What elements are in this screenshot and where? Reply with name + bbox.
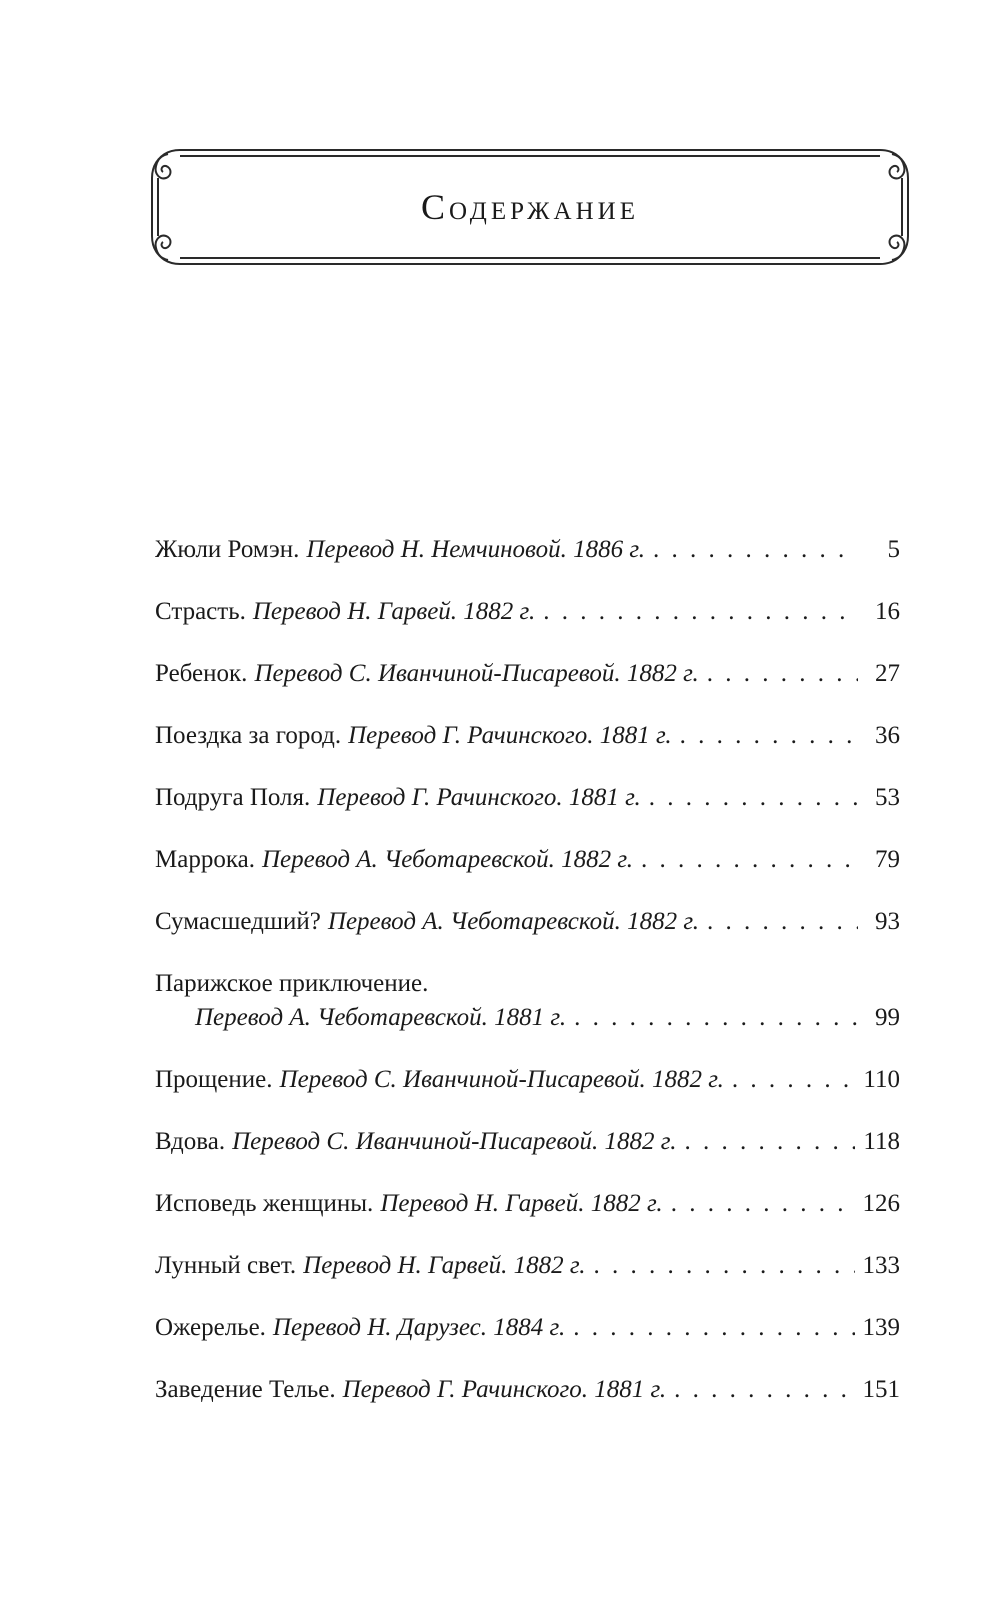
entry-page-number: 93 [875, 908, 900, 935]
entry-title: Маррока. [155, 846, 255, 873]
entry-subtitle: Перевод Н. Гарвей. 1882 г. [380, 1190, 663, 1217]
entry-subtitle: Перевод Г. Рачинского. 1881 г. [348, 722, 672, 749]
dot-leader [594, 1249, 855, 1283]
entry-title: Вдова. [155, 1128, 226, 1155]
toc-entry[interactable] [155, 1187, 900, 1221]
dot-leader [707, 905, 858, 939]
dot-leader [649, 781, 858, 815]
entry-title: Подруга Поля. [155, 784, 311, 811]
entry-subtitle: Перевод С. Иванчиной-Писаревой. 1882 г. [279, 1066, 724, 1093]
entry-title: Заведение Телье. [155, 1376, 336, 1403]
entry-page-number: 99 [875, 1004, 900, 1031]
entry-title: Жюли Ромэн. [155, 536, 300, 563]
toc-entry[interactable] [155, 719, 900, 753]
toc-entry[interactable] [155, 1311, 900, 1345]
dot-leader [573, 1311, 854, 1345]
entry-title: Сумасшедший? [155, 908, 321, 935]
entry-page-number: 16 [875, 598, 900, 625]
entry-page-number: 126 [862, 1190, 900, 1217]
entry-title: Поездка за город. [155, 722, 342, 749]
entry-subtitle: Перевод А. Чеботаревской. 1882 г. [261, 846, 634, 873]
toc-entry[interactable] [155, 967, 900, 1035]
dot-leader [680, 719, 858, 753]
entry-subtitle: Перевод Г. Рачинского. 1881 г. [317, 784, 641, 811]
entry-title: Исповедь женщины. [155, 1190, 374, 1217]
dot-leader [707, 657, 858, 691]
entry-title: Парижское приключение. [155, 970, 429, 997]
dot-leader [732, 1063, 856, 1097]
entry-title: Страсть. [155, 598, 246, 625]
toc-entry[interactable] [155, 533, 900, 567]
dot-leader [543, 595, 858, 629]
dot-leader [574, 1001, 858, 1035]
entry-page-number: 139 [862, 1314, 900, 1341]
entry-page-number: 151 [862, 1376, 900, 1403]
entry-subtitle: Перевод А. Чеботаревской. 1881 г. [195, 1004, 567, 1031]
entry-page-number: 118 [863, 1128, 900, 1155]
toc-entry[interactable] [155, 657, 900, 691]
entry-subtitle: Перевод С. Иванчиной-Писаревой. 1882 г. [254, 660, 699, 687]
toc-entry[interactable] [155, 843, 900, 877]
toc-entry[interactable] [155, 1373, 900, 1407]
title-frame [150, 148, 910, 266]
dot-leader [674, 1373, 854, 1407]
entry-subtitle: Перевод Г. Рачинского. 1881 г. [342, 1376, 667, 1403]
entry-subtitle: Перевод С. Иванчиной-Писаревой. 1882 г. [232, 1128, 677, 1155]
toc-entry[interactable] [155, 1063, 900, 1097]
entry-title: Ребенок. [155, 660, 248, 687]
dot-leader [671, 1187, 855, 1221]
entry-title: Ожерелье. [155, 1314, 266, 1341]
entry-page-number: 27 [875, 660, 900, 687]
entry-subtitle: Перевод Н. Гарвей. 1882 г. [303, 1252, 586, 1279]
entry-subtitle: Перевод Н. Дарузес. 1884 г. [272, 1314, 566, 1341]
entry-page-number: 36 [875, 722, 900, 749]
table-of-contents [155, 533, 900, 1435]
dot-leader [653, 533, 858, 567]
entry-page-number: 79 [875, 846, 900, 873]
toc-entry[interactable] [155, 781, 900, 815]
dot-leader [684, 1125, 855, 1159]
entry-subtitle: Перевод А. Чеботаревской. 1882 г. [327, 908, 699, 935]
entry-page-number: 133 [862, 1252, 900, 1279]
dot-leader [641, 843, 858, 877]
entry-page-number: 53 [875, 784, 900, 811]
toc-entry[interactable] [155, 905, 900, 939]
entry-title: Прощение. [155, 1066, 273, 1093]
entry-page-number: 5 [887, 536, 900, 563]
toc-entry[interactable] [155, 1249, 900, 1283]
toc-entry[interactable] [155, 1125, 900, 1159]
page-title: Содержание [420, 187, 639, 227]
entry-subtitle: Перевод Н. Гарвей. 1882 г. [252, 598, 536, 625]
toc-entry[interactable] [155, 595, 900, 629]
entry-subtitle: Перевод Н. Немчиновой. 1886 г. [306, 536, 646, 563]
entry-page-number: 110 [863, 1066, 900, 1093]
entry-title: Лунный свет. [155, 1252, 297, 1279]
